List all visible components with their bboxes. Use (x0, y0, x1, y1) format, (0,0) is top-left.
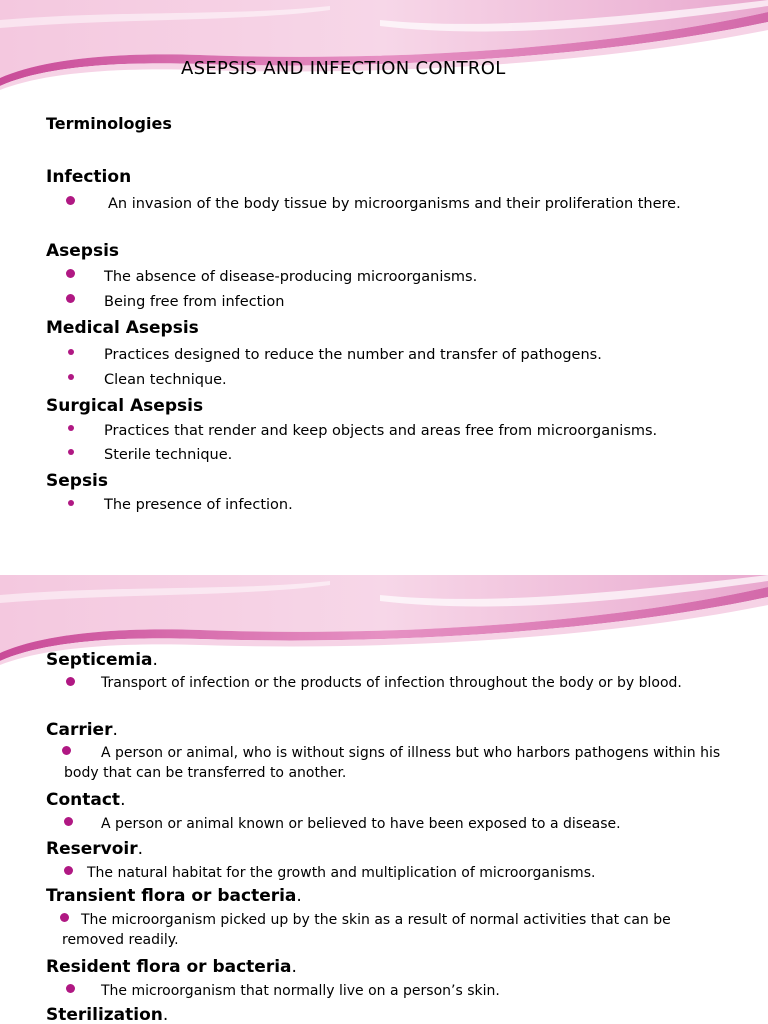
term-period: . (291, 957, 297, 977)
list-item: Practices designed to reduce the number and transfer of pathogens. (104, 347, 602, 363)
term-period: . (137, 839, 144, 859)
bullet-icon (68, 374, 74, 380)
list-item: Sterile technique. (104, 447, 233, 463)
list-item: The absence of disease-producing microorganisms. (104, 269, 478, 285)
list-item: An invasion of the body tissue by microorganisms and their proliferation there. (108, 196, 681, 212)
bullet-icon (68, 425, 74, 431)
term-transient-flora (46, 886, 302, 906)
term-asepsis: Asepsis (46, 241, 120, 261)
term-septicemia (46, 650, 158, 670)
list-item: The microorganism that normally live on a person’s skin. (101, 983, 500, 999)
bullet-icon (68, 349, 74, 355)
bullet-icon (66, 984, 75, 993)
term-reservoir (46, 839, 143, 859)
slide-title: ASEPSIS AND INFECTION CONTROL (181, 58, 506, 79)
list-item: The microorganism picked up by the skin as a result of normal activities that can be removed readily. (62, 912, 671, 948)
list-item: A person or animal known or believed to have been exposed to a disease. (101, 816, 621, 832)
bullet-icon (64, 817, 73, 826)
bullet-icon (68, 500, 74, 506)
term-label: Transient flora or bacteria (46, 886, 297, 906)
term-period: . (112, 720, 118, 740)
term-infection: Infection (46, 167, 132, 187)
term-medical-asepsis: Medical Asepsis (46, 318, 199, 338)
slide-separator (0, 550, 768, 575)
term-period: . (152, 650, 158, 670)
list-item: Clean technique. (104, 372, 227, 388)
term-label: Carrier (46, 720, 113, 740)
term-sepsis: Sepsis (46, 471, 109, 491)
slide-2 (0, 575, 768, 1024)
term-label: Contact (46, 790, 121, 810)
list-item: Practices that render and keep objects and areas free from microorganisms. (104, 423, 658, 439)
term-contact (46, 790, 125, 810)
section-heading: Terminologies (46, 114, 172, 133)
list-item: The natural habitat for the growth and multiplication of microorganisms. (87, 865, 596, 881)
bullet-icon (66, 294, 75, 303)
list-item: Being free from infection (104, 294, 285, 310)
term-period: . (162, 1005, 169, 1024)
term-surgical-asepsis: Surgical Asepsis (46, 396, 204, 416)
term-period: . (296, 886, 302, 906)
term-period: . (120, 790, 126, 810)
bullet-icon (68, 449, 74, 455)
term-resident-flora (46, 957, 297, 977)
list-item: Transport of infection or the products of infection throughout the body or by blood. (101, 675, 682, 691)
list-item: The presence of infection. (104, 497, 293, 513)
list-item: A person or animal, who is without signs of illness but who harbors pathogens within his body that can be transferred to another. (64, 745, 721, 781)
term-label: Sterilization (46, 1005, 163, 1024)
bullet-icon (64, 866, 73, 875)
term-label: Reservoir (46, 839, 138, 859)
term-label: Resident flora or bacteria (46, 957, 292, 977)
term-carrier (46, 720, 118, 740)
bullet-icon (66, 269, 75, 278)
term-label: Septicemia (46, 650, 153, 670)
term-sterilization (46, 1005, 168, 1024)
